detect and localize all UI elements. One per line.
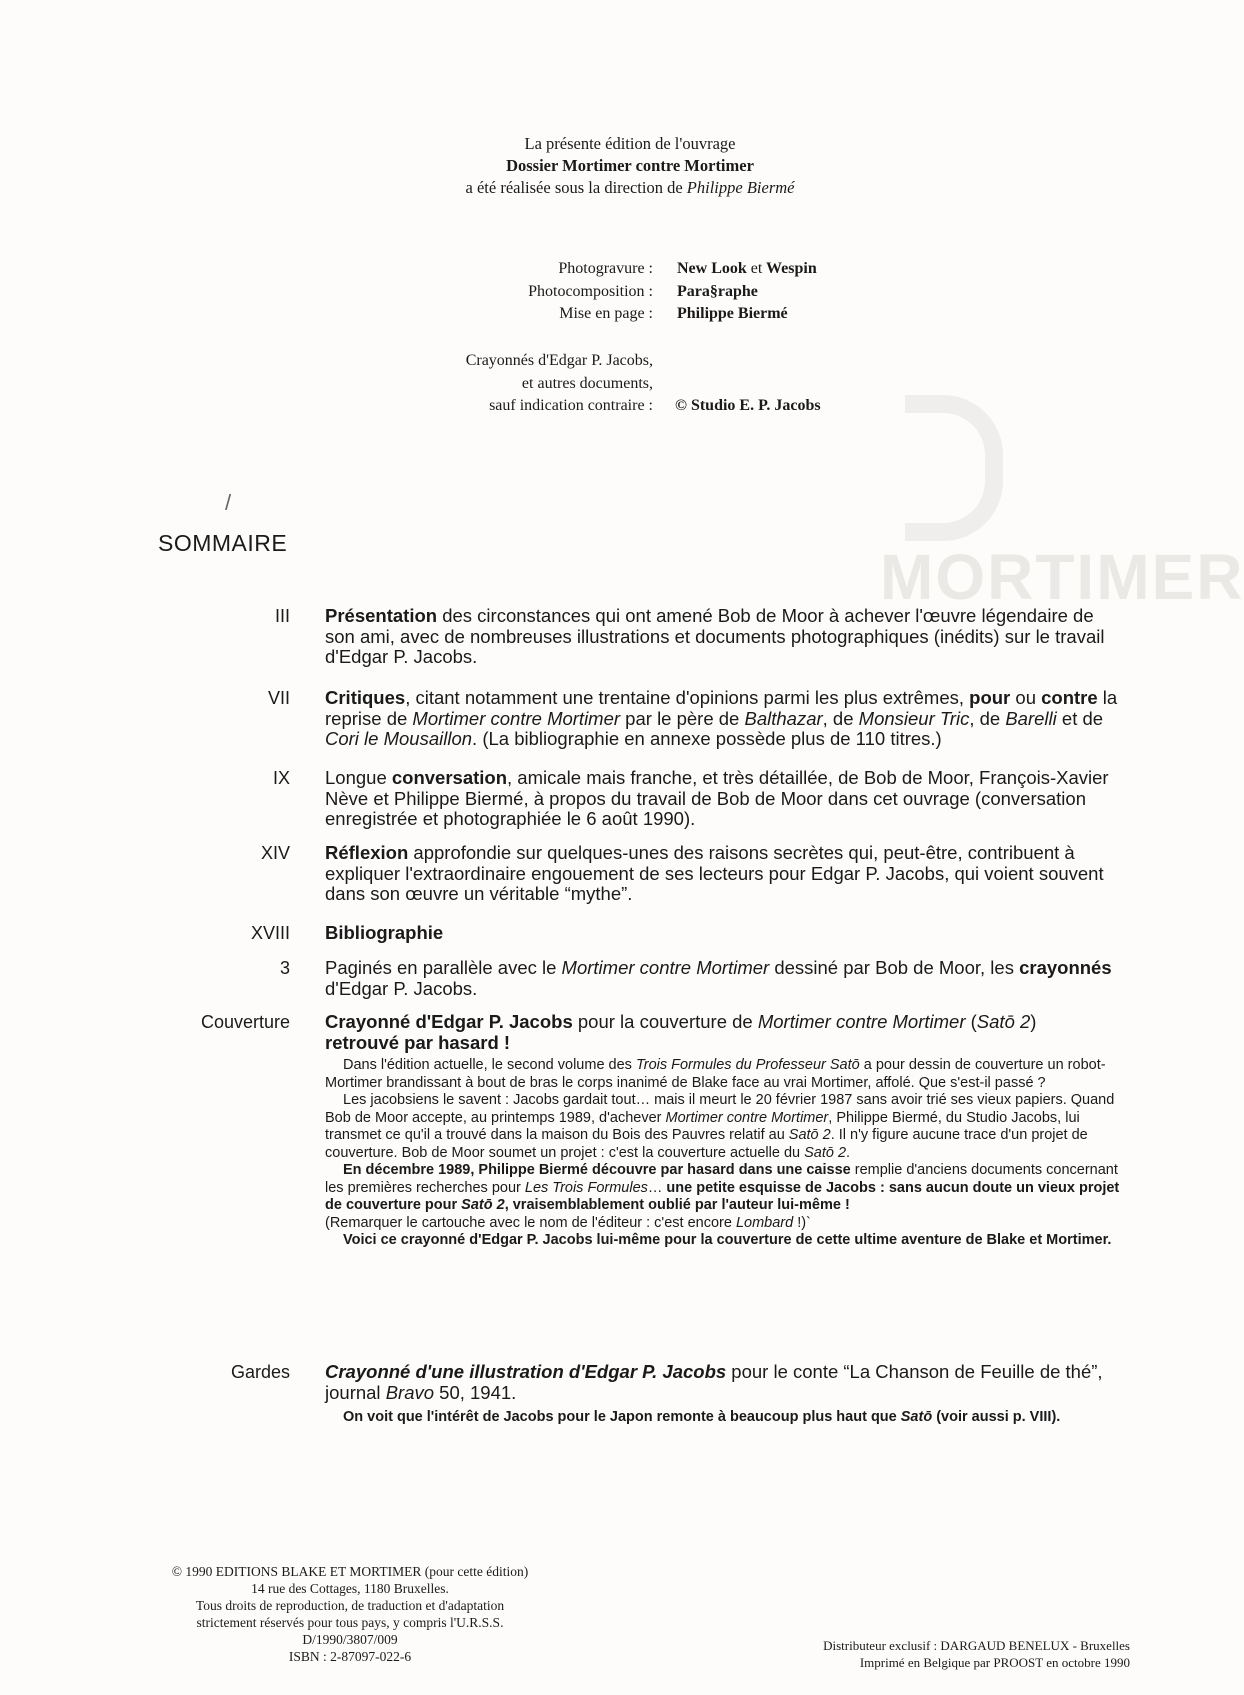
credit-value: New Look et Wespin <box>677 260 817 277</box>
credit-values <box>677 258 937 326</box>
crayons-copyright: © Studio E. P. Jacobs <box>675 397 821 414</box>
toc-page-number: Gardes <box>230 1362 290 1382</box>
ghost-title: MORTIMER <box>880 541 1244 613</box>
copyright-line: ISBN : 2-87097-022-6 <box>288 1649 412 1664</box>
credit-value: Philippe Biermé <box>677 305 788 322</box>
copyright-line: D/1990/3807/009 <box>302 1632 398 1647</box>
credit-label: Photogravure : <box>558 260 653 277</box>
credit-label: Mise en page : <box>559 305 653 322</box>
toc-text: Crayonné d'une illustration d'Edgar P. Jacobs pour le conte “La Chanson de Feuille de thé”, journal Bravo 50, 1941. On voit que l'intérêt de Jacobs pour le Japon remonte à beaucoup plus haut que Satō (voir aussi p. VIII). <box>325 1362 1120 1427</box>
printer-line: Imprimé en Belgique par PROOST en octobre 1990 <box>859 1655 1130 1670</box>
pencil-mark: / <box>225 490 232 515</box>
toc-text: Présentation des circonstances qui ont amené Bob de Moor à achever l'œuvre légendaire de son ami, avec de nombreuses illustrations et documents photographiques (inédits) sur le travail d'Edgar P. Jacobs. <box>325 605 1105 667</box>
credit-labels <box>440 258 653 326</box>
toc-text: Bibliographie <box>325 922 444 943</box>
imprint-line1: La présente édition de l'ouvrage <box>524 134 736 153</box>
cover-description: Dans l'édition actuelle, le second volume des Trois Formules du Professeur Satō a pour dessin de couverture un robot-Mortimer brandissant à bout de bras le corps inanimé de Blake face au vrai Mortimer, affolé. Que s'est-il passé ? Les jacobsiens le savent : Jacobs gardait tout… mais il meurt le 20 février 1987 sans avoir trié ses vieux papiers. Quand Bob de Moor accepte, au printemps 1989, d'achever Mortimer contre Mortimer, Philippe Biermé, du Studio Jacobs, lui transmet ce qu'il a trouvé dans la maison du Bois des Pauvres relatif au Satō 2. Il n'y figure aucune trace d'un projet de couverture. Bob de Moor soumet un projet : c'est la couverture actuelle du Satō 2. En décembre 1989, Philippe Biermé découvre par hasard dans une caisse remplie d'anciens documents concernant les premières recherches pour Les Trois Formules… une petite esquisse de Jacobs : sans aucun doute un vieux projet de couverture pour Satō 2, vraisemblablement oublié par l'auteur lui-même ! (Remarquer le cartouche avec le nom de l'éditeur : c'est encore Lombard !)` Voici ce crayonné d'Edgar P. Jacobs lui-même pour la couverture de cette ultime aventure de Blake et Mortimer. <box>325 1057 1120 1248</box>
book-title: Dossier Mortimer contre Mortimer <box>506 156 754 175</box>
sommaire-heading: SOMMAIRE <box>158 530 288 556</box>
credit-value: Para§raphe <box>677 282 758 300</box>
toc-page-number: IX <box>272 768 290 788</box>
toc-page-number: III <box>274 606 290 626</box>
imprint-line3: a été réalisée sous la direction de Philippe Biermé <box>465 178 795 197</box>
toc-page-number: VII <box>267 688 290 708</box>
toc-page-number: 3 <box>279 958 290 978</box>
toc-page-number: XVIII <box>250 923 290 943</box>
crayons-line: sauf indication contraire : <box>489 397 653 414</box>
copyright-line: © 1990 EDITIONS BLAKE ET MORTIMER (pour cette édition) <box>171 1564 529 1579</box>
copyright-block <box>150 1563 550 1665</box>
crayons-line: Crayonnés d'Edgar P. Jacobs, <box>465 352 653 369</box>
crayons-labels <box>400 350 653 418</box>
toc-text: Longue conversation, amicale mais franche, et très détaillée, de Bob de Moor, François-Xavier Nève et Philippe Biermé, à propos du travail de Bob de Moor dans cet ouvrage (conversation enregistrée et photographiée le 6 août 1990). <box>325 767 1109 829</box>
distributor-block <box>780 1637 1130 1671</box>
toc-text: Réflexion approfondie sur quelques-unes des raisons secrètes qui, peut-être, contribuent à expliquer l'extraordinaire engouement de ses lecteurs pour Edgar P. Jacobs, qui voient souvent dans son œuvre un véritable “mythe”. <box>325 842 1104 904</box>
distributor-line: Distributeur exclusif : DARGAUD BENELUX - Bruxelles <box>823 1638 1130 1653</box>
credit-label: Photocomposition : <box>528 282 653 300</box>
toc-text: Crayonné d'Edgar P. Jacobs pour la couverture de Mortimer contre Mortimer (Satō 2) retrouvé par hasard ! Dans l'édition actuelle, le second volume des Trois Formules du Professeur Satō a pour dessin de couverture un robot-Mortimer brandissant à bout de bras le corps inanimé de Blake face au vrai Mortimer, affolé. Que s'est-il passé ? Les jacobsiens le savent : Jacobs gardait tout… mais il meurt le 20 février 1987 sans avoir trié ses vieux papiers. Quand Bob de Moor accepte, au printemps 1989, d'achever Mortimer contre Mortimer, Philippe Biermé, du Studio Jacobs, lui transmet ce qu'il a trouvé dans la maison du Bois des Pauvres relatif au Satō 2. Il n'y figure aucune trace d'un projet de couverture. Bob de Moor soumet un projet : c'est la couverture actuelle du Satō 2. En décembre 1989, Philippe Biermé découvre par hasard dans une caisse remplie d'anciens documents concernant les premières recherches pour Les Trois Formules… une petite esquisse de Jacobs : sans aucun doute un vieux projet de couverture pour Satō 2, vraisemblablement oublié par l'auteur lui-même ! (Remarquer le cartouche avec le nom de l'éditeur : c'est encore Lombard !)` Voici ce crayonné d'Edgar P. Jacobs lui-même pour la couverture de cette ultime aventure de Blake et Mortimer. <box>325 1011 1120 1248</box>
imprint-block <box>420 133 840 199</box>
copyright-line: 14 rue des Cottages, 1180 Bruxelles. <box>251 1581 449 1596</box>
toc-page-number: Couverture <box>200 1012 290 1032</box>
toc-text: Paginés en parallèle avec le Mortimer contre Mortimer dessiné par Bob de Moor, les crayonnés d'Edgar P. Jacobs. <box>325 957 1112 999</box>
ghost-logo-shape <box>905 395 1003 541</box>
crayons-line: et autres documents, <box>521 374 653 392</box>
toc-text: Critiques, citant notamment une trentaine d'opinions parmi les plus extrêmes, pour ou contre la reprise de Mortimer contre Mortimer par le père de Balthazar, de Monsieur Tric, de Barelli et de Cori le Mousaillon. (La bibliographie en annexe possède plus de 110 titres.) <box>325 687 1118 749</box>
toc-page-number: XIV <box>260 843 290 863</box>
gardes-note: On voit que l'intérêt de Jacobs pour le Japon remonte à beaucoup plus haut que Satō (voir aussi p. VIII). <box>343 1409 1061 1425</box>
copyright-line: Tous droits de reproduction, de traduction et d'adaptation <box>195 1598 505 1613</box>
copyright-line: strictement réservés pour tous pays, y compris l'U.R.S.S. <box>196 1615 504 1630</box>
